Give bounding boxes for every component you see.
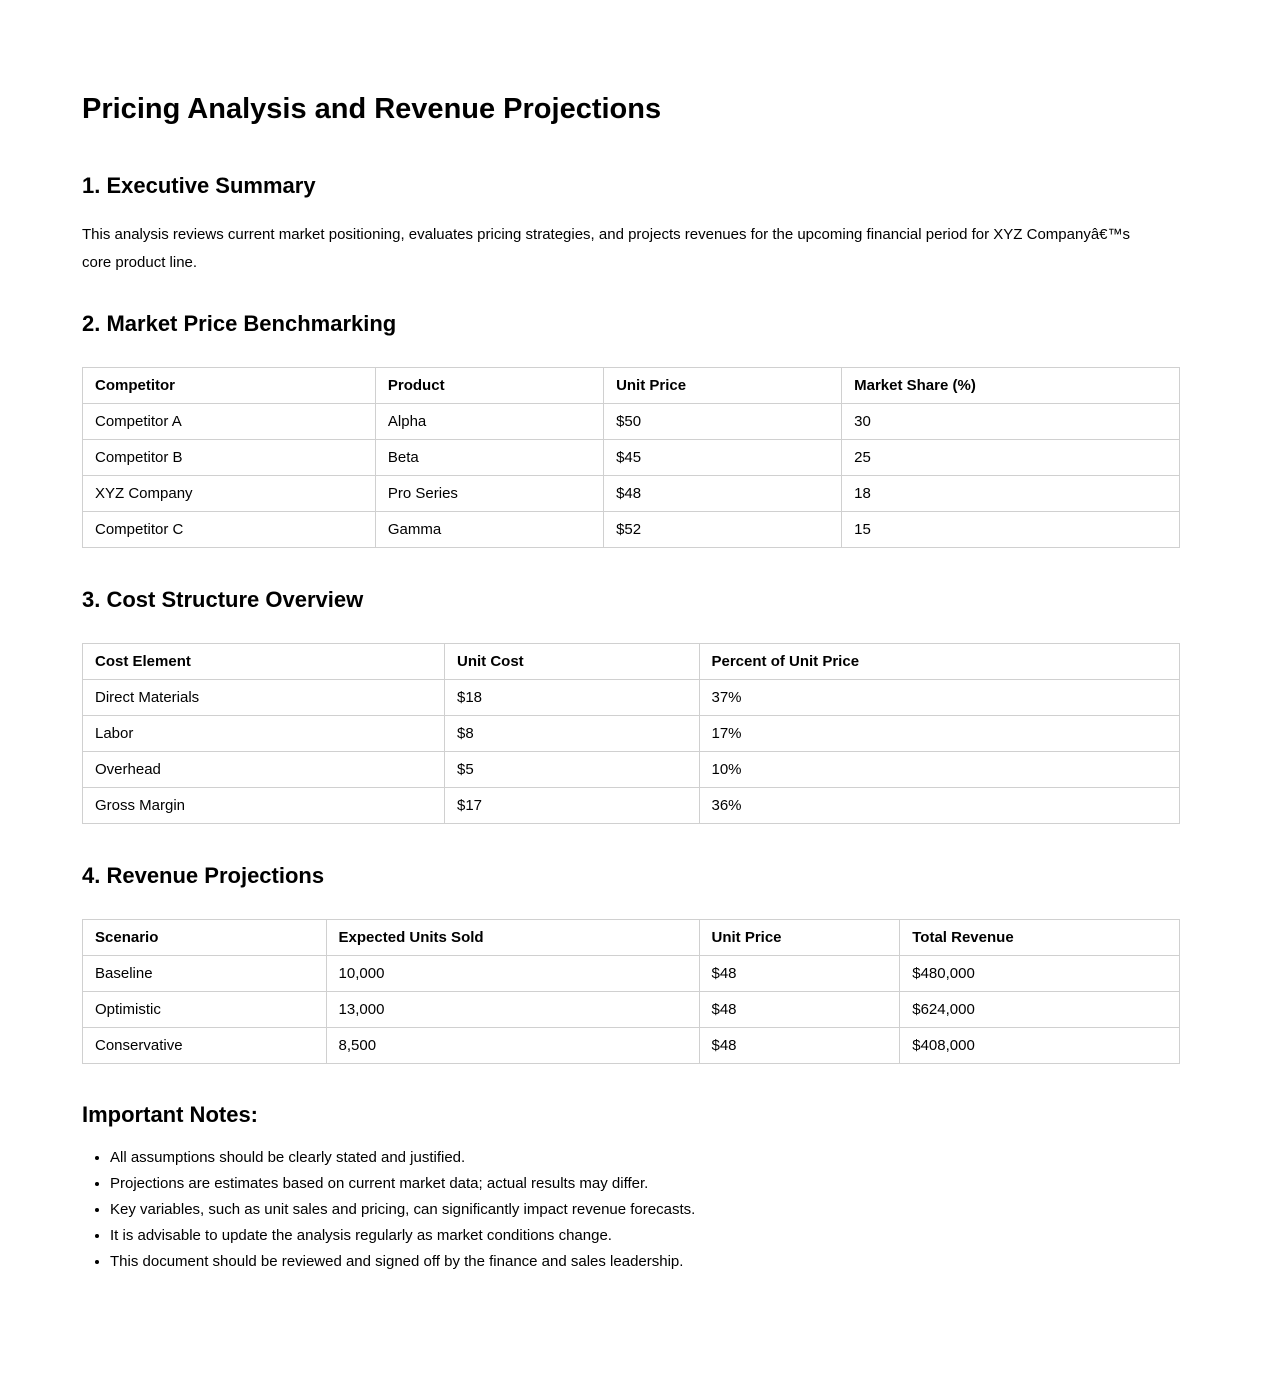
table-row — [83, 476, 1180, 512]
note-item: • Key variables, such as unit sales and pricing, can significantly impact revenue forecasts. — [110, 1200, 1180, 1220]
table-cell: 18 — [842, 476, 1180, 512]
table-row — [83, 752, 1180, 788]
table-cell: $480,000 — [900, 956, 1180, 992]
table-cell: Labor — [83, 716, 445, 752]
table-cell: 13,000 — [326, 992, 699, 1028]
note-item: • Projections are estimates based on current market data; actual results may differ. — [110, 1174, 1180, 1194]
table-cell: Beta — [375, 440, 603, 476]
table-cell: Optimistic — [83, 992, 327, 1028]
table-cell: 37% — [699, 680, 1180, 716]
important-notes-list — [82, 1148, 1180, 1272]
section-cost-structure — [82, 589, 1180, 824]
table-cell: $48 — [699, 992, 900, 1028]
table-cell: Overhead — [83, 752, 445, 788]
table-header-cell: Unit Cost — [445, 644, 700, 680]
table-cell: Direct Materials — [83, 680, 445, 716]
table-header-cell: Unit Price — [699, 920, 900, 956]
section-important-notes — [82, 1104, 1180, 1272]
market-benchmarking-heading: 2. Market Price Benchmarking — [82, 311, 397, 336]
table-cell: 36% — [699, 788, 1180, 824]
table-header-row — [83, 368, 1180, 404]
table-header-cell: Product — [375, 368, 603, 404]
table-cell: Baseline — [83, 956, 327, 992]
table-cell: 10% — [699, 752, 1180, 788]
section-market-benchmarking — [82, 313, 1180, 548]
important-notes-heading: Important Notes: — [82, 1102, 258, 1127]
table-row — [83, 404, 1180, 440]
note-item: • All assumptions should be clearly stated and justified. — [110, 1148, 1180, 1168]
table-row — [83, 512, 1180, 548]
cost-structure-heading: 3. Cost Structure Overview — [82, 587, 364, 612]
table-header-cell: Cost Element — [83, 644, 445, 680]
table-header-cell: Scenario — [83, 920, 327, 956]
table-cell: 15 — [842, 512, 1180, 548]
table-cell: $408,000 — [900, 1028, 1180, 1064]
table-cell: $18 — [445, 680, 700, 716]
table-row — [83, 956, 1180, 992]
table-header-cell: Competitor — [83, 368, 376, 404]
section-revenue-projections — [82, 865, 1180, 1064]
table-header-row — [83, 644, 1180, 680]
table-cell: Competitor C — [83, 512, 376, 548]
table-row — [83, 1028, 1180, 1064]
table-row — [83, 680, 1180, 716]
table-cell: Pro Series — [375, 476, 603, 512]
table-header-cell: Unit Price — [604, 368, 842, 404]
table-cell: $48 — [699, 1028, 900, 1064]
table-cell: 30 — [842, 404, 1180, 440]
table-cell: $17 — [445, 788, 700, 824]
table-header-cell: Market Share (%) — [842, 368, 1180, 404]
table-cell: $48 — [604, 476, 842, 512]
section-executive-summary — [82, 175, 1180, 277]
document-title: Pricing Analysis and Revenue Projections — [82, 93, 662, 125]
table-cell: $45 — [604, 440, 842, 476]
table-header-cell: Total Revenue — [900, 920, 1180, 956]
table-header-cell: Expected Units Sold — [326, 920, 699, 956]
table-cell: Alpha — [375, 404, 603, 440]
table-row — [83, 716, 1180, 752]
market-benchmarking-table — [82, 367, 1180, 548]
table-row — [83, 440, 1180, 476]
note-item: • This document should be reviewed and signed off by the finance and sales leadership. — [110, 1252, 1180, 1272]
table-header-row — [83, 920, 1180, 956]
table-cell: Gross Margin — [83, 788, 445, 824]
table-cell: $50 — [604, 404, 842, 440]
executive-summary-paragraph: This analysis reviews current market positioning, evaluates pricing strategies, and projects revenues for the upcoming financial period for XYZ Companyâ€™s core product line. — [82, 226, 1131, 271]
table-cell: 10,000 — [326, 956, 699, 992]
table-header-cell: Percent of Unit Price — [699, 644, 1180, 680]
table-row — [83, 788, 1180, 824]
note-item: • It is advisable to update the analysis regularly as market conditions change. — [110, 1226, 1180, 1246]
table-cell: 25 — [842, 440, 1180, 476]
executive-summary-heading: 1. Executive Summary — [82, 173, 316, 198]
table-row — [83, 992, 1180, 1028]
table-cell: $5 — [445, 752, 700, 788]
table-cell: $48 — [699, 956, 900, 992]
revenue-projections-heading: 4. Revenue Projections — [82, 863, 325, 888]
table-cell: Competitor B — [83, 440, 376, 476]
revenue-projections-table — [82, 919, 1180, 1064]
table-cell: Conservative — [83, 1028, 327, 1064]
table-cell: Gamma — [375, 512, 603, 548]
table-cell: XYZ Company — [83, 476, 376, 512]
table-cell: Competitor A — [83, 404, 376, 440]
cost-structure-table — [82, 643, 1180, 824]
table-cell: $8 — [445, 716, 700, 752]
table-cell: 8,500 — [326, 1028, 699, 1064]
table-cell: 17% — [699, 716, 1180, 752]
table-cell: $624,000 — [900, 992, 1180, 1028]
table-cell: $52 — [604, 512, 842, 548]
